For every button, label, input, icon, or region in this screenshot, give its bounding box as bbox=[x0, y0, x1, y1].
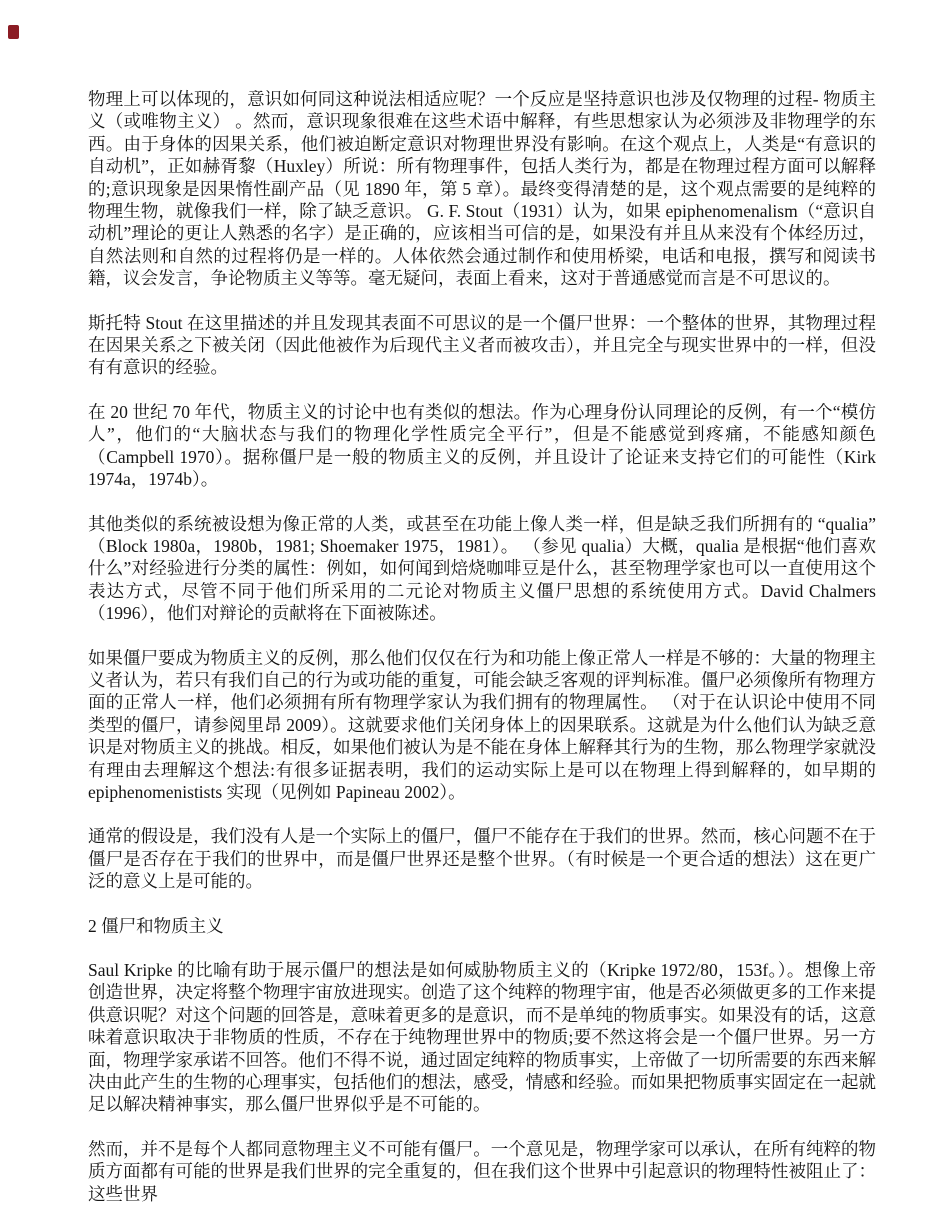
red-marker-icon bbox=[8, 25, 19, 39]
paragraph: 其他类似的系统被设想为像正常的人类，或甚至在功能上像人类一样，但是缺乏我们所拥有的 “qualia”（Block 1980a，1980b，1981; Shoemaker 1975，1981）。 （参见 qualia）大概，qualia 是根据“他们喜欢什么”对经验进行分类的属性：例如，如何闻到焙烧咖啡豆是什么，甚至物理学家也可以一直使用这个表达方式，尽管不同于他们所采用的二元论对物质主义僵尸思想的系统使用方式。David Chalmers（1996），他们对辩论的贡献将在下面被陈述。 bbox=[88, 513, 876, 624]
paragraph: 如果僵尸要成为物质主义的反例，那么他们仅仅在行为和功能上像正常人一样是不够的：大量的物理主义者认为，若只有我们自己的行为或功能的重复，可能会缺乏客观的评判标准。僵尸必须像所有物理方面的正常人一样，他们必须拥有所有物理学家认为我们拥有的物理属性。 （对于在认识论中使用不同类型的僵尸，请参阅里昂 2009）。这就要求他们关闭身体上的因果联系。这就是为什么他们认为缺乏意识是对物质主义的挑战。相反，如果他们被认为是不能在身体上解释其行为的生物，那么物理学家就没有理由去理解这个想法:有很多证据表明，我们的运动实际上是可以在物理上得到解释的，如早期的 epiphenomenistists 实现（见例如 Papineau 2002）。 bbox=[88, 647, 876, 802]
paragraph: 物理上可以体现的，意识如何同这种说法相适应呢？一个反应是坚持意识也涉及仅物理的过程- 物质主义（或唯物主义） 。然而，意识现象很难在这些术语中解释，有些思想家认为必须涉及非物理学的东西。由于身体的因果关系，他们被迫断定意识对物理世界没有影响。在这个观点上，人类是“有意识的自动机”，正如赫胥黎（Huxley）所说：所有物理事件，包括人类行为，都是在物理过程方面可以解释的;意识现象是因果惰性副产品（见 1890 年，第 5 章）。最终变得清楚的是，这个观点需要的是纯粹的物理生物，就像我们一样，除了缺乏意识。 G. F. Stout（1931）认为，如果 epiphenomenalism（“意识自动机”理论的更让人熟悉的名字）是正确的，应该相当可信的是，如果没有并且从来没有个体经历过，自然法则和自然的过程将仍是一样的。人体依然会通过制作和使用桥梁，电话和电报，撰写和阅读书籍，议会发言，争论物质主义等等。毫无疑问，表面上看来，这对于普通感觉而言是不可思议的。 bbox=[88, 89, 876, 289]
section-heading: 2 僵尸和物质主义 bbox=[88, 915, 224, 936]
article-body bbox=[88, 88, 876, 1205]
paragraph: 在 20 世纪 70 年代，物质主义的讨论中也有类似的想法。作为心理身份认同理论的反例，有一个“模仿人”，他们的“大脑状态与我们的物理化学性质完全平行”，但是不能感觉到疼痛，不能感知颜色（Campbell 1970）。据称僵尸是一般的物质主义的反例，并且设计了论证来支持它们的可能性（Kirk 1974a，1974b）。 bbox=[88, 401, 876, 490]
paragraph: 斯托特 Stout 在这里描述的并且发现其表面不可思议的是一个僵尸世界：一个整体的世界，其物理过程在因果关系之下被关闭（因此他被作为后现代主义者而被攻击），并且完全与现实世界中的一样，但没有有意识的经验。 bbox=[88, 312, 876, 378]
paragraph: 然而，并不是每个人都同意物理主义不可能有僵尸。一个意见是，物理学家可以承认，在所有纯粹的物质方面都有可能的世界是我们世界的完全重复的，但在我们这个世界中引起意识的物理特性被阻止了：这些世界 bbox=[88, 1138, 876, 1204]
paragraph: 通常的假设是，我们没有人是一个实际上的僵尸，僵尸不能存在于我们的世界。然而，核心问题不在于僵尸是否存在于我们的世界中，而是僵尸世界还是整个世界。（有时候是一个更合适的想法）这在更广泛的意义上是可能的。 bbox=[88, 826, 876, 892]
paragraph: Saul Kripke 的比喻有助于展示僵尸的想法是如何威胁物质主义的（Kripke 1972/80，153f。）。想像上帝创造世界，决定将整个物理宇宙放进现实。创造了这个纯粹的物理宇宙，他是否必须做更多的工作来提供意识呢？对这个问题的回答是，意味着更多的是意识，而不是单纯的物质事实。如果没有的话，这意味着意识取决于非物质的性质，不存在于纯物理世界中的物质;要不然这将会是一个僵尸世界。另一方面，物理学家承诺不回答。他们不得不说，通过固定纯粹的物质事实，上帝做了一切所需要的东西来解决由此产生的生物的心理事实，包括他们的想法，感受，情感和经验。而如果把物质事实固定在一起就足以解决精神事实，那么僵尸世界似乎是不可能的。 bbox=[88, 960, 876, 1115]
